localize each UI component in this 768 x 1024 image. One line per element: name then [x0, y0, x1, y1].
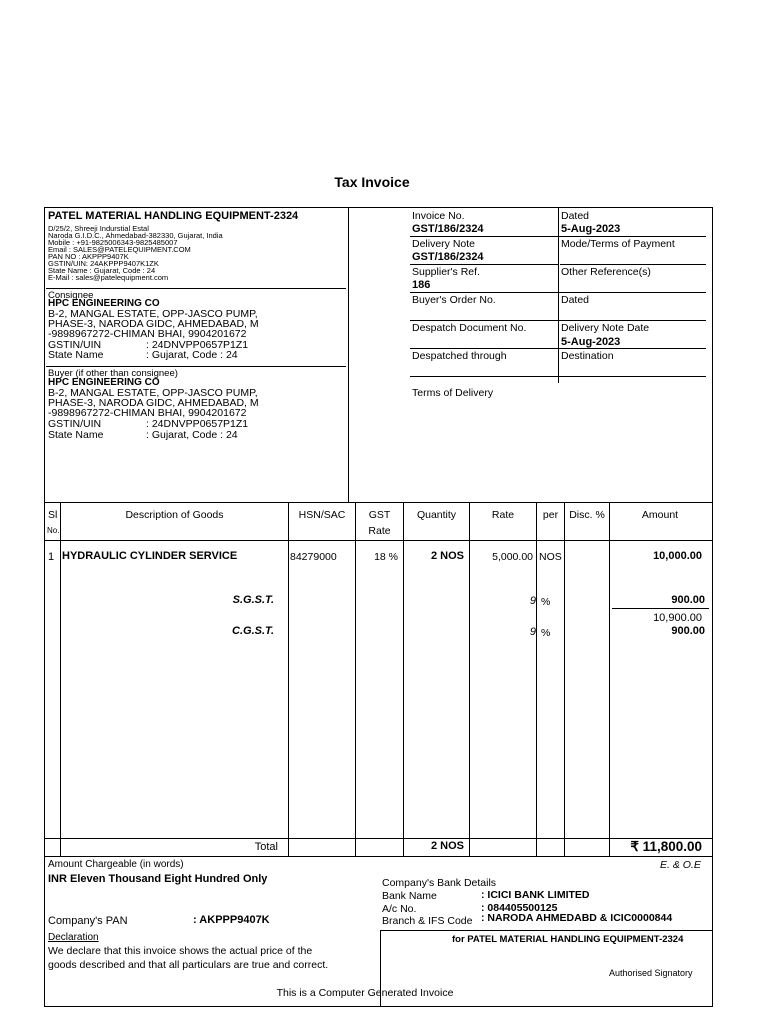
- seller-state: State Name : Gujarat, Code : 24: [48, 266, 156, 275]
- seller-address-line: D/25/2, Shreeji Indurstial Estal: [48, 224, 149, 233]
- bank-details-heading: Company's Bank Details: [382, 877, 497, 889]
- header-hsn: HSN/SAC: [298, 509, 346, 521]
- buyer-address-line: -9898967272-CHIMAN BHAI, 9904201672: [48, 407, 247, 419]
- consignee-state-label: State Name: [48, 349, 104, 361]
- destination-label: Destination: [561, 350, 614, 362]
- supplier-ref-value: 186: [412, 279, 431, 291]
- total-label: Total: [254, 841, 278, 853]
- invoice-no-value: GST/186/2324: [412, 223, 484, 235]
- header-sl: Sl: [48, 509, 58, 521]
- company-pan-label: Company's PAN: [48, 915, 128, 927]
- consignee-address-line: PHASE-3, NARODA GIDC, AHMEDABAD, M: [48, 318, 259, 330]
- item-quantity: 2 NOS: [430, 550, 464, 562]
- total-amount: ₹ 11,800.00: [630, 839, 702, 854]
- supplier-ref-label: Supplier's Ref.: [412, 266, 480, 278]
- buyer-gstin-value: : 24DNVPP0657P1Z1: [146, 418, 249, 430]
- cgst-per: %: [541, 627, 551, 639]
- header-rate: Rate: [491, 509, 515, 521]
- item-gst: 18 %: [374, 551, 398, 563]
- buyer-order-dated-label: Dated: [561, 294, 590, 306]
- buyer-order-label: Buyer's Order No.: [412, 294, 496, 306]
- seller-name: PATEL MATERIAL HANDLING EQUIPMENT-2324: [48, 210, 299, 222]
- subtotal-amount: 10,900.00: [653, 612, 702, 624]
- consignee-address-line: -9898967272-CHIMAN BHAI, 9904201672: [48, 328, 247, 340]
- delivery-note-date-label: Delivery Note Date: [561, 322, 650, 334]
- buyer-state-value: : Gujarat, Code : 24: [146, 429, 238, 441]
- declaration-line: goods described and that all particulars are true and correct.: [48, 959, 329, 971]
- account-label: A/c No.: [382, 903, 417, 915]
- declaration-line: We declare that this invoice shows the actual price of the: [48, 945, 313, 957]
- consignee-address-line: B-2, MANGAL ESTATE, OPP-JASCO PUMP,: [48, 308, 258, 320]
- buyer-gstin-label: GSTIN/UIN: [48, 418, 102, 430]
- bank-name-label: Bank Name: [382, 890, 437, 902]
- delivery-note-value: GST/186/2324: [412, 251, 484, 263]
- seller-mobile: Mobile : +91-9825006343-9825485007: [48, 238, 178, 247]
- branch-label: Branch & IFS Code: [382, 915, 473, 927]
- sgst-rate: 9: [529, 595, 536, 607]
- buyer-address-line: B-2, MANGAL ESTATE, OPP-JASCO PUMP,: [48, 387, 258, 399]
- sgst-label: S.G.S.T.: [232, 594, 274, 606]
- item-description: HYDRAULIC CYLINDER SERVICE: [62, 550, 238, 562]
- seller-pan: PAN NO : AKPPP9407K: [48, 252, 129, 261]
- bank-name-value: : ICICI BANK LIMITED: [481, 889, 590, 901]
- buyer-state-label: State Name: [48, 429, 104, 441]
- eoe-label: E. & O.E: [660, 859, 701, 871]
- dated-value: 5-Aug-2023: [561, 223, 621, 235]
- consignee-heading: Consignee: [48, 290, 94, 301]
- company-pan-value: : AKPPP9407K: [193, 914, 270, 926]
- header-quantity: Quantity: [416, 509, 457, 521]
- header-description: Description of Goods: [125, 509, 224, 521]
- invoice-title: Tax Invoice: [334, 174, 410, 190]
- header-per: per: [542, 509, 559, 521]
- item-amount: 10,000.00: [653, 550, 702, 562]
- for-company: for PATEL MATERIAL HANDLING EQUIPMENT-2324: [452, 934, 684, 945]
- dated-label: Dated: [561, 210, 590, 222]
- branch-value: : NARODA AHMEDABD & ICIC0000844: [481, 912, 673, 924]
- item-per: NOS: [539, 551, 562, 563]
- buyer-name: HPC ENGINEERING CO: [48, 377, 160, 388]
- seller-email-2: E-Mail : sales@patelequipment.com: [48, 273, 169, 282]
- buyer-heading: Buyer (if other than consignee): [48, 368, 178, 379]
- consignee-gstin-label: GSTIN/UIN: [48, 339, 102, 351]
- despatched-through-label: Despatched through: [412, 350, 507, 362]
- seller-email: Email : SALES@PATELEQUIPMENT.COM: [48, 245, 191, 254]
- item-rate: 5,000.00: [492, 551, 533, 563]
- computer-generated-note: This is a Computer Generated Invoice: [276, 987, 454, 999]
- despatch-doc-label: Despatch Document No.: [412, 322, 527, 334]
- total-quantity: 2 NOS: [430, 840, 464, 852]
- seller-gstin: GSTIN/UIN: 24AKPPP9407K1ZK: [48, 259, 159, 268]
- sgst-per: %: [541, 596, 551, 608]
- buyer-address-line: PHASE-3, NARODA GIDC, AHMEDABAD, M: [48, 397, 259, 409]
- header-sl-no: No.: [47, 526, 60, 535]
- header-gst-rate: Rate: [368, 525, 391, 537]
- cgst-amount: 900.00: [671, 625, 705, 637]
- cgst-rate: 9: [529, 626, 536, 638]
- consignee-gstin-value: : 24DNVPP0657P1Z1: [146, 339, 249, 351]
- mode-terms-label: Mode/Terms of Payment: [561, 238, 675, 250]
- amount-words-label: Amount Chargeable (in words): [48, 859, 184, 870]
- consignee-state-value: : Gujarat, Code : 24: [146, 349, 238, 361]
- seller-address-line: Naroda G.I.D.C., Ahmedabad-382330, Gujarat, India: [48, 231, 223, 240]
- authorised-signatory: Authorised Signatory: [609, 968, 693, 978]
- invoice-no-label: Invoice No.: [412, 210, 465, 222]
- delivery-note-label: Delivery Note: [412, 238, 476, 250]
- item-sl: 1: [48, 551, 55, 563]
- sgst-amount: 900.00: [671, 594, 705, 606]
- delivery-note-date-value: 5-Aug-2023: [561, 336, 621, 348]
- item-hsn: 84279000: [290, 551, 337, 563]
- amount-in-words: INR Eleven Thousand Eight Hundred Only: [48, 873, 268, 885]
- header-amount: Amount: [641, 509, 679, 521]
- account-value: : 084405500125: [481, 902, 558, 914]
- terms-of-delivery-label: Terms of Delivery: [412, 387, 494, 399]
- header-disc: Disc. %: [569, 509, 605, 521]
- other-ref-label: Other Reference(s): [561, 266, 651, 278]
- consignee-name: HPC ENGINEERING CO: [48, 298, 160, 309]
- header-gst: GST: [368, 509, 391, 521]
- cgst-label: C.G.S.T.: [232, 625, 274, 637]
- declaration-heading: Declaration: [48, 932, 99, 943]
